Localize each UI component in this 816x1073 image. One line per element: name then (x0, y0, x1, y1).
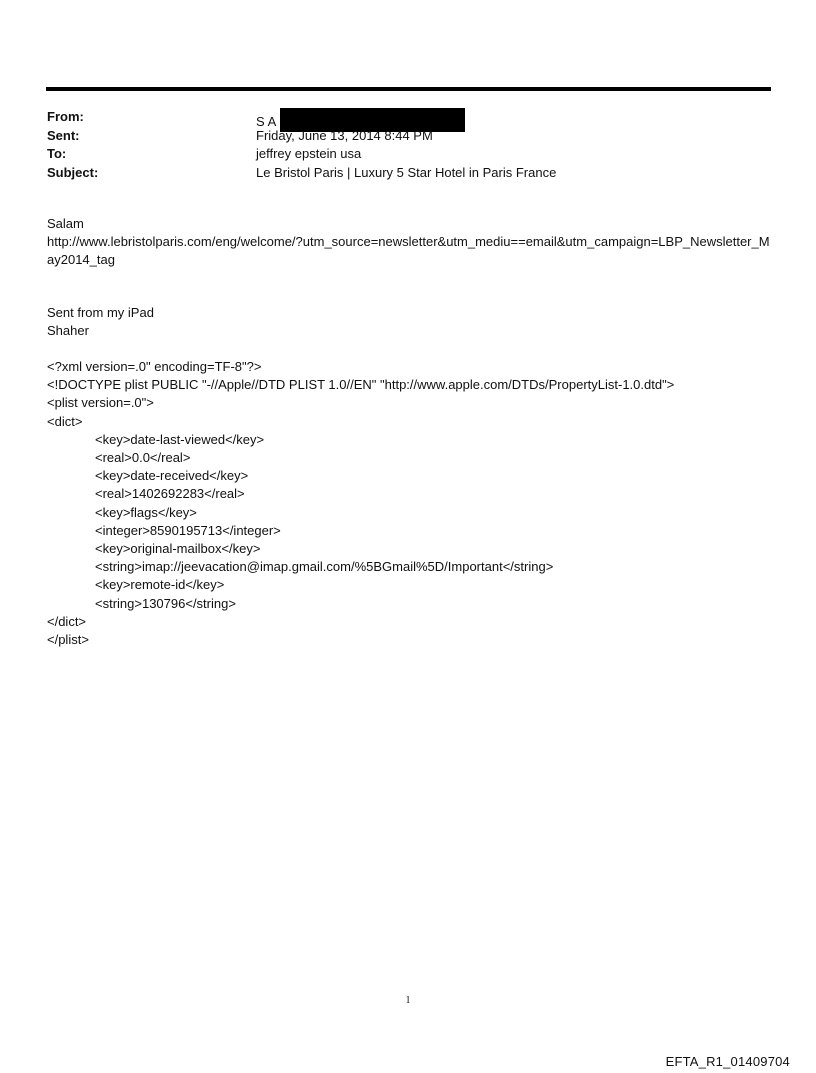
greeting-text: Salam (47, 216, 84, 231)
hotel-link[interactable]: http://www.lebristolparis.com/eng/welcome/?utm_source=newsletter&utm_mediu==email&utm_campaign=LBP_Newsletter_May2014_tag (47, 234, 770, 268)
plist-line: </dict> (47, 613, 87, 629)
sender-name: S A (256, 114, 277, 129)
plist-line: <dict> (47, 413, 83, 429)
sent-value: Friday, June 13, 2014 8:44 PM (256, 127, 433, 143)
sender-signature-name: Shaher (47, 323, 89, 339)
plist-line: <!DOCTYPE plist PUBLIC "-//Apple//DTD PLIST 1.0//EN" "http://www.apple.com/DTDs/PropertyList-1.0.dtd"> (47, 377, 675, 393)
sent-label: Sent: (47, 127, 80, 143)
plist-metadata (47, 358, 772, 649)
plist-line: <key>original-mailbox</key> (95, 541, 261, 557)
plist-line: <key>date-received</key> (95, 468, 249, 484)
page-number: 1 (405, 995, 411, 1006)
plist-line: <integer>8590195713</integer> (95, 522, 281, 538)
signature-line: Sent from my iPad (47, 305, 154, 320)
subject-value: Le Bristol Paris | Luxury 5 Star Hotel in Paris France (256, 164, 557, 180)
document-id: EFTA_R1_01409704 (665, 1054, 790, 1069)
plist-line: <string>imap://jeevacation@imap.gmail.com/%5BGmail%5D/Important</string> (95, 559, 554, 575)
email-header (47, 108, 767, 182)
sent-row (47, 127, 767, 146)
to-row (47, 145, 767, 164)
from-label: From: (47, 109, 84, 124)
plist-line: <key>date-last-viewed</key> (95, 431, 265, 447)
from-row (47, 108, 767, 127)
plist-line: <string>130796</string> (95, 595, 236, 611)
plist-line: <key>flags</key> (95, 504, 197, 520)
to-label: To: (47, 146, 67, 161)
header-divider (46, 87, 771, 91)
plist-line: <real>0.0</real> (95, 450, 191, 466)
to-value: jeffrey epstein usa (256, 146, 362, 161)
subject-row (47, 164, 767, 183)
plist-line: <real>1402692283</real> (95, 486, 245, 502)
plist-line: </plist> (47, 632, 89, 648)
subject-label: Subject: (47, 164, 99, 180)
email-signature (47, 304, 772, 340)
plist-line: <?xml version=.0" encoding=TF-8"?> (47, 359, 262, 374)
plist-line: <plist version=.0"> (47, 395, 154, 411)
plist-line: <key>remote-id</key> (95, 577, 225, 593)
